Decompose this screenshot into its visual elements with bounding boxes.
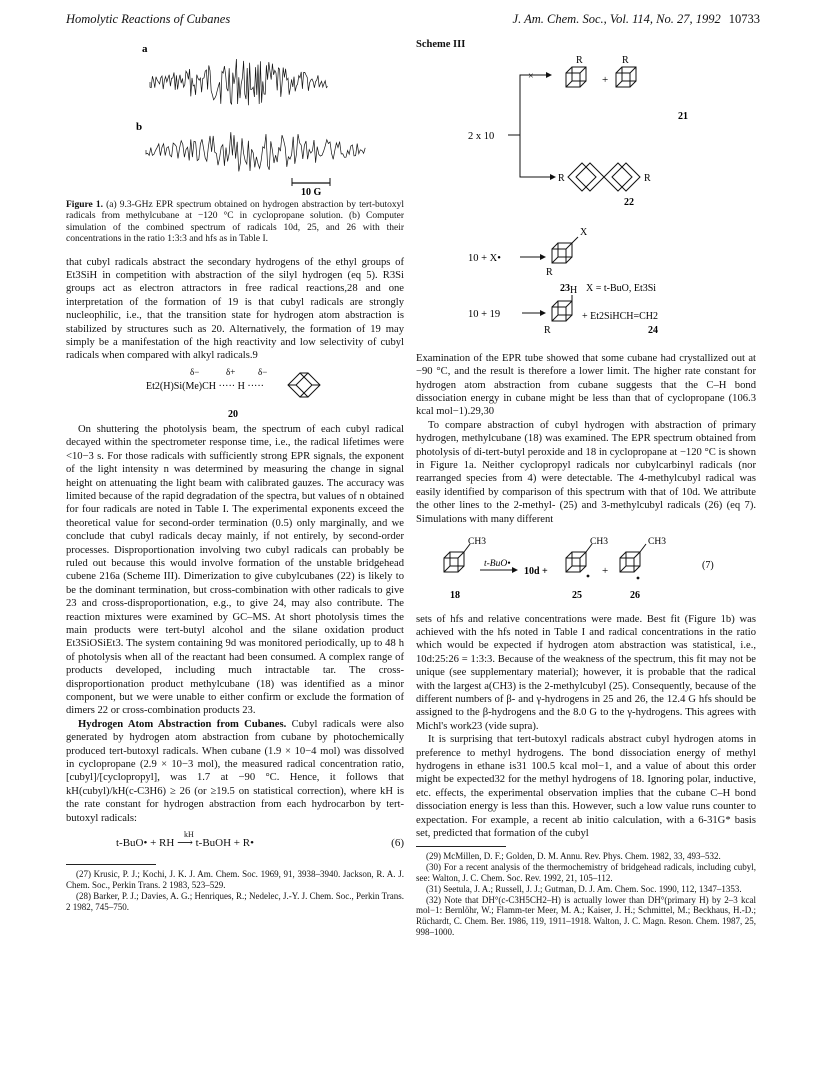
spectrum-a-trace	[150, 59, 328, 105]
svg-text:18: 18	[450, 590, 460, 602]
running-header	[66, 12, 760, 32]
svg-text:+ Et2SiHCH=CH2: + Et2SiHCH=CH2	[582, 311, 659, 323]
paragraph: It is surprising that tert-butoxyl radicals abstract cubyl hydrogen atoms in preference to methyl hydrogens. The bond dissociation energy of methyl hydrogens in ethane is31 100.5 kcal mol−1, and a value of about this order might be expected32 for the methyl hydrogens of 18. Ignoring polar, inductive, etc. effects, the experimental observation implies that the cubane C–H bond dissociation energy is less than this. However, such a low value runs counter to expectation. For example, a recent ab initio calculation, with a 6-31G* basis set, predicted that formation of the cubyl	[416, 734, 756, 839]
svg-text:+: +	[602, 565, 609, 578]
svg-text:CH3: CH3	[648, 537, 666, 548]
left-column	[66, 38, 404, 913]
spectrum-a-label: a	[142, 43, 148, 55]
right-column	[416, 38, 756, 938]
svg-text:H: H	[570, 285, 578, 297]
svg-text:R: R	[546, 267, 553, 279]
svg-text:22: 22	[624, 197, 634, 209]
scheme-title: Scheme III	[416, 39, 466, 50]
structure-20	[66, 365, 404, 423]
svg-text:+: +	[602, 74, 609, 87]
running-title: Homolytic Reactions of Cubanes	[66, 12, 231, 26]
svg-text:X = t-BuO, Et3Si: X = t-BuO, Et3Si	[586, 283, 657, 295]
svg-text:25: 25	[572, 590, 582, 602]
reference: (31) Seetula, J. A.; Russell, J. J.; Gutman, D. J. Am. Chem. Soc. 1990, 112, 1347–1353.	[426, 883, 742, 894]
equation-7	[416, 530, 756, 604]
reference: (28) Barker, P. J.; Davies, A. G.; Henriques, R.; Nedelec, J.-Y. J. Chem. Soc., Perkin Trans. 2 1982, 745–750.	[66, 891, 404, 912]
reference: (27) Krusic, P. J.; Kochi, J. K. J. Am. Chem. Soc. 1969, 91, 3938–3940. Jackson, R. A. J. Chem. Soc., Perkin Trans. 2 1983, 523–529.	[66, 869, 404, 891]
reference: (29) McMillen, D. F.; Golden, D. M. Annu. Rev. Phys. Chem. 1982, 33, 493–532.	[426, 851, 721, 862]
cross-mark: ×	[528, 71, 534, 83]
spectrum-b-trace	[146, 132, 365, 171]
paragraph: Examination of the EPR tube showed that some cubane had crystallized out at −90 °C, and the result is therefore a lower limit. The higher rate constant for hydrogen atom abstraction from cubane suggests that the C–H bond dissociation energy in cubane might be less than that of cyclopropane (106.3 kcal mol−1).29,30	[416, 352, 756, 418]
svg-text:R: R	[576, 55, 583, 67]
cubane-icon	[616, 67, 636, 87]
svg-text:21: 21	[678, 111, 688, 123]
paragraph: On shuttering the photolysis beam, the spectrum of each cubyl radical decayed within the spectrometer response time, i.e., the radical lifetimes were <10−3 s. For those radicals with sufficiently strong EPR signals, the exponent of the light intensity n was determined by measuring the change in signal height on attenuating the light beam with calibrated gauzes. The accuracy was limited because of the rapid degradation of the spectra, but values of n obtained for four radicals are noted in Table I. The experimental exponents exceed the theoretical value for second-order termination (0.5) only marginally, and we conclude that cubyl radicals decay mainly, if not entirely, by second-order processes. Disproportionation involving two cubyl radicals can probably be ruled out because this would involve formation of the unstable bridgehead cubene 216a (Scheme III). Dimerization to give cubylcubanes (22) is likely to be the dominant termination, but cross-combination with other radicals to give 23 and cross-disproportionation, e.g., to give 24, may also contribute. The reaction mixtures were examined by GC–MS. At short photolysis times the main products were tert-butyl alcohol and the silane oxidation product Et3SiOSiEt3. The system containing 9d was monitored periodically, up to 48 h of photolysis when all of the reactant had been consumed. A complex range of products developed, including much intractable tar. The cross-disproportionation product methylcubane (18) was identified as a minor component, but we were unable to either confirm or exclude the formation of dimers 22 or cross-combination products 23.	[66, 423, 404, 717]
substituted-cubane-icon	[552, 237, 578, 263]
svg-text:CH3: CH3	[468, 537, 486, 548]
cubene-icon	[566, 67, 586, 87]
svg-text:24: 24	[648, 325, 658, 337]
cubane-diamond-icon	[288, 373, 320, 397]
figure-1	[66, 38, 404, 196]
footnotes-left	[66, 864, 404, 912]
page-number: 10733	[728, 12, 760, 26]
svg-text:t-BuO•: t-BuO•	[484, 559, 511, 570]
methylcubyl-radical-26-icon	[620, 544, 646, 572]
reference: (32) Note that DH°(c-C3H5CH2–H) is actually lower than DH°(primary H) by 2–3 kcal mol−1: Bernlöhr, W.; Flamm-ter Meer, M. A.; Kaiser, J. H.; Schmittel, M.; Beckhaus, H.-D.; Rüchardt, C. Chem. Ber. 1986, 119, 1911–1918. Walton, J. C. Magn. Reson. Chem. 1987, 25, 998–1000.	[416, 894, 756, 937]
methylcubane-icon	[444, 544, 470, 572]
figure-1-caption: Figure 1. (a) 9.3-GHz EPR spectrum obtained on hydrogen abstraction by tert-butoxyl radicals from methylcubane at −120 °C in cyclopropane solution. (b) Computer simulation of the combined spectrum of radicals 10d, 25, and 26 with their concentrations in the ratio 1:3:3 and hfs as in Table I.	[66, 200, 405, 245]
scale-label: 10 G	[301, 187, 322, 196]
epr-spectra	[66, 38, 404, 196]
svg-text:10d +: 10d +	[524, 566, 548, 578]
paragraph: Hydrogen Atom Abstraction from Cubanes. Cubyl radicals were also generated by hydrogen atom abstraction from cubane by photochemically produced tert-butoxyl radicals. When cubane (1.9 × 10−4 mol) was dissolved in cyclopropane (2.9 × 10−3 mol), the measured radical concentration ratio, [cubyl]/[cyclopropyl], was 1.7 at −90 °C. Hence, it follows that kH(cubyl)/kH(c-C3H6) ≥ 26 (or ≥19.5 on statistical correction), where kH is the rate constant for hydrogen abstraction from each hydrocarbon by tert-butoxyl radicals:	[66, 718, 404, 824]
svg-text:R: R	[622, 55, 629, 67]
svg-text:2 x 10: 2 x 10	[468, 131, 495, 143]
svg-text:δ+: δ+	[226, 366, 236, 377]
svg-text:10 + X•: 10 + X•	[468, 253, 501, 265]
equation-6: kH t-BuO• + RH ⟶ t-BuOH + R• (6)	[116, 830, 404, 850]
paragraph: that cubyl radicals abstract the secondary hydrogens of the ethyl groups of Et3SiH in competition with abstraction of the silyl hydrogen (eq 5). R3Si groups act as electron attractors in free radical reactions,28 and one interpretation of the formation of 19 is that cubyl radicals are strongly nucleophilic, i.e., that the transition state for hydrogen atom abstraction is stabilized by structures such as 20. Alternatively, the formation of 19 may simply be a manifestation of the high reactivity and low selectivity of cubyl radicals when compared with alkyl radicals.9	[66, 256, 404, 362]
paragraph: sets of hfs and relative concentrations were made. Best fit (Figure 1b) was achieved with the hfs noted in Table I and radical concentrations in the ratio which would be expected if hydrogen atom abstraction was statistical, i.e., 10d:25:26 = 1:3:3. Because of the weakness of the spectrum, this fit may not be unique (see supplementary material); however, it is probable that the radical with the largest a(CH3) is the 2-methylcubyl (25). Consequently, because of the different numbers of β- and γ-hydrogens in 25 and 26, the 12.4 G hfs should be assigned to the β-hydrogens and the 8.0 G to the γ-hydrogens. This agrees with Michl's work23 (vide supra).	[416, 613, 756, 732]
svg-text:(7): (7)	[702, 560, 714, 572]
cubylcubane-icon	[568, 163, 640, 191]
svg-text:δ−: δ−	[190, 366, 200, 377]
methylcubyl-radical-25-icon	[566, 544, 592, 572]
svg-text:10 + 19: 10 + 19	[468, 309, 501, 321]
svg-text:R: R	[644, 173, 651, 185]
journal-citation: J. Am. Chem. Soc., Vol. 114, No. 27, 1992 10733	[512, 12, 760, 26]
svg-text:R: R	[558, 173, 565, 185]
svg-text:CH3: CH3	[590, 537, 608, 548]
paragraph: To compare abstraction of cubyl hydrogen with abstraction of primary hydrogen, methylcubane (18) was examined. The EPR spectrum obtained from photolysis of di-tert-butyl peroxide and 18 in cyclopropane at −120 °C is shown in Figure 1a. Neither cyclopropyl radicals nor cubylcarbinyl radicals (nor rearranged species from 4) were detectable. The 4-methylcubyl radical was easily identified by comparison of this spectrum with that of 10d. We attribute the other lines to the 2-methyl- (25) and 3-methylcubyl radicals (26) (eq 7). Simulations with many different	[416, 419, 756, 525]
svg-text:26: 26	[630, 590, 640, 602]
compound-number: 20	[228, 408, 238, 420]
cubene-icon	[552, 295, 572, 321]
scheme-iii	[416, 53, 756, 337]
section-heading: Hydrogen Atom Abstraction from Cubanes.	[78, 718, 287, 730]
svg-text:X: X	[580, 227, 588, 239]
svg-text:R: R	[544, 325, 551, 337]
spectrum-line	[146, 132, 365, 171]
spectrum-line	[150, 59, 328, 105]
spectrum-b-label: b	[136, 121, 143, 133]
structure-20-text: Et2(H)Si(Me)CH ····· H ·····	[146, 380, 265, 392]
reference: (30) For a recent analysis of the thermochemistry of bridgehead radicals, including cubyl, see: Walton, J. C. Chem. Soc. Rev. 1992, 21, 105–112.	[416, 862, 756, 883]
svg-text:δ−: δ−	[258, 366, 268, 377]
svg-text:23: 23	[560, 283, 570, 295]
footnotes-right	[416, 846, 756, 937]
